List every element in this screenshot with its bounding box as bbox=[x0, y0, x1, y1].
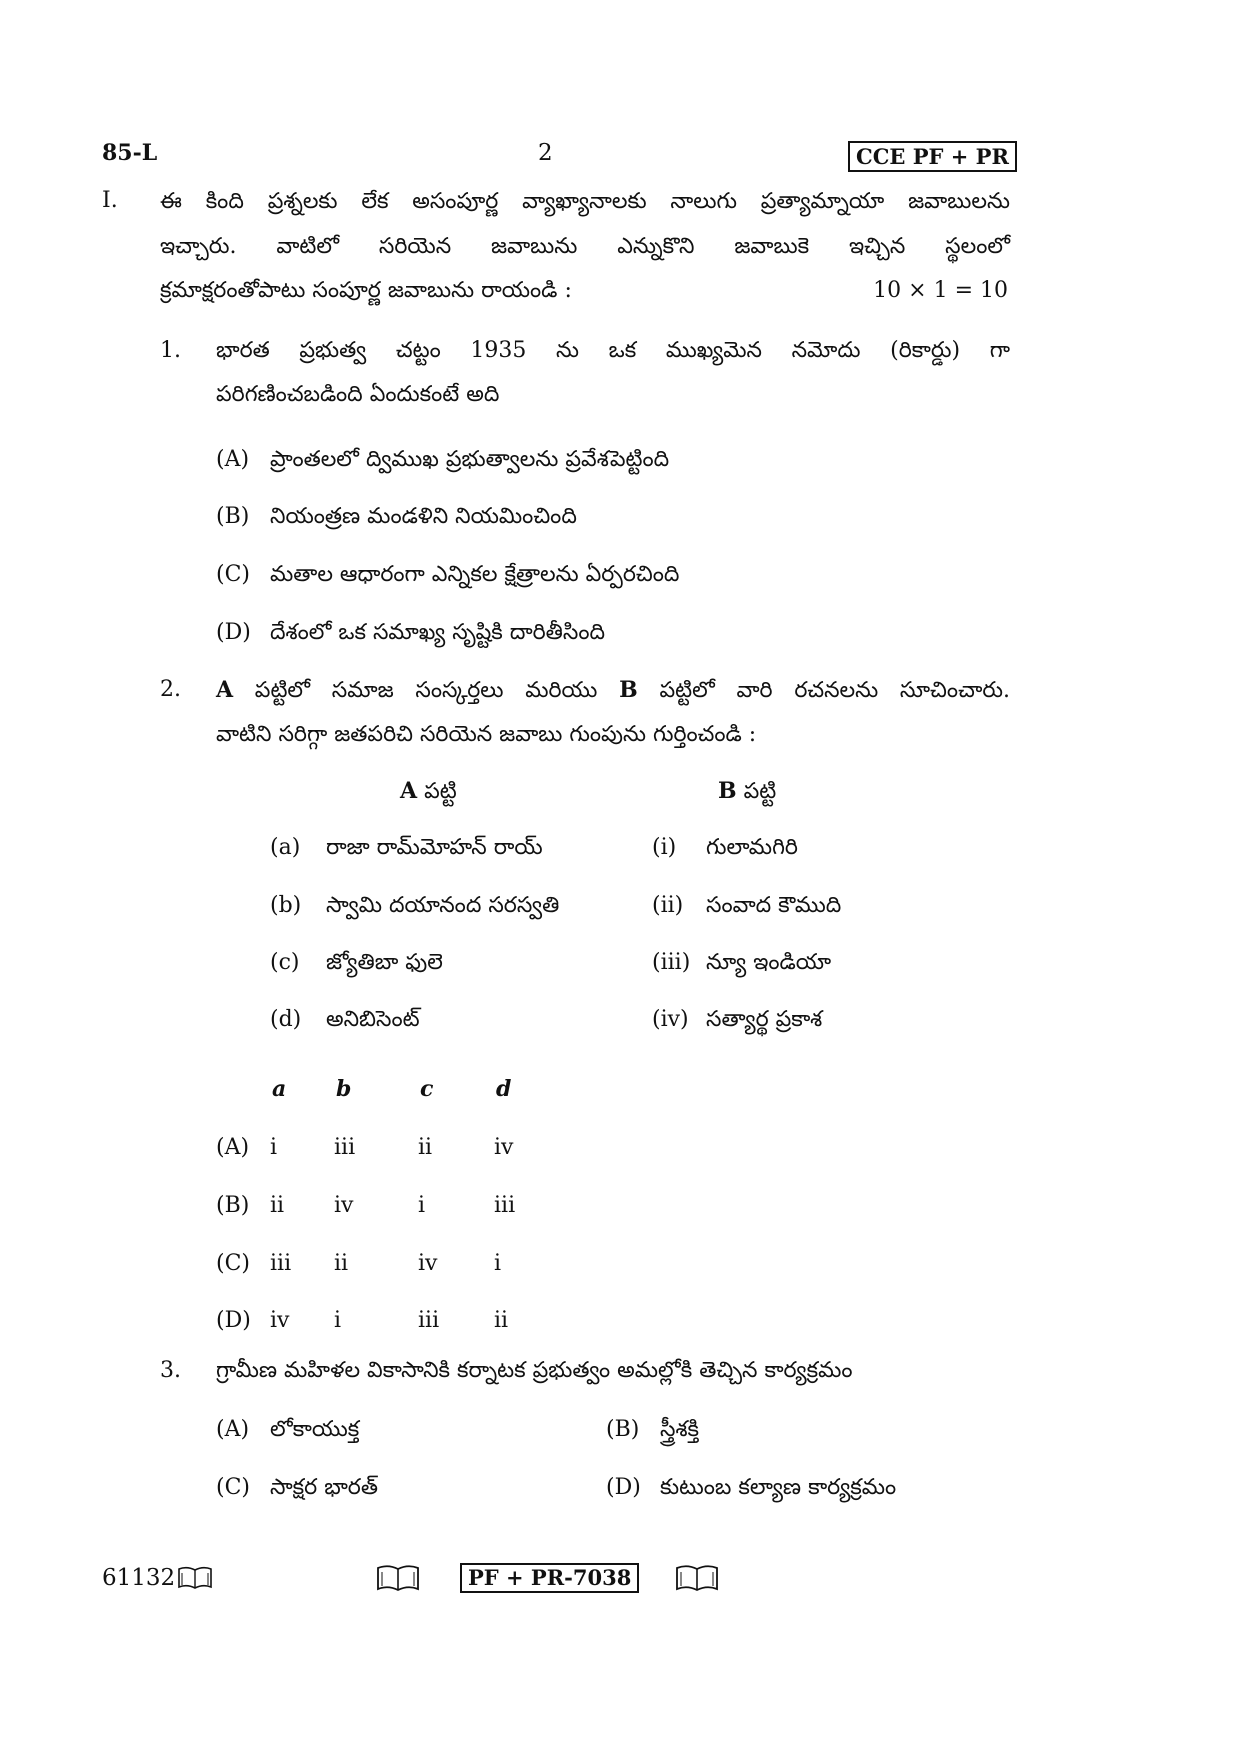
marks-allocation: 10 × 1 = 10 bbox=[873, 278, 1008, 303]
pair-a-label: (d) bbox=[270, 1007, 302, 1032]
question-2-number: 2. bbox=[160, 677, 181, 702]
column-b-letter: B bbox=[718, 778, 737, 804]
q1-option-label: (B) bbox=[216, 504, 250, 529]
code-value: iii bbox=[418, 1308, 440, 1333]
column-a-ref: A bbox=[216, 677, 234, 703]
pair-b-text: సంవాద కౌముది bbox=[706, 893, 842, 918]
code-value: iv bbox=[270, 1308, 290, 1333]
page-number: 2 bbox=[538, 140, 553, 166]
question-1-line-2: పరిగణించబడింది ఏందుకంటే అది bbox=[216, 382, 500, 407]
code-head-c: c bbox=[420, 1076, 434, 1102]
q3-option-label: (B) bbox=[606, 1417, 640, 1442]
pair-b-label: (iv) bbox=[652, 1007, 689, 1032]
column-a-letter: A bbox=[400, 778, 418, 804]
pair-a-text: స్వామి దయానంద సరస్వతి bbox=[326, 893, 560, 918]
code-value: i bbox=[334, 1308, 342, 1333]
footer-code-number: 61132 bbox=[102, 1565, 176, 1591]
paper-code: 85-L bbox=[102, 140, 158, 166]
q1-option-text: మతాల ఆధారంగా ఎన్నికల క్షేత్రాలను ఏర్పరచింది bbox=[270, 562, 680, 587]
question-3-text: గ్రామీణ మహిళల వికాసానికి కర్నాటక ప్రభుత్వం అమల్లోకి తెచ్చిన కార్యక్రమం bbox=[216, 1358, 853, 1383]
q3-option-text: స్త్రీశక్తి bbox=[660, 1417, 700, 1442]
column-a-heading bbox=[400, 777, 457, 806]
pair-a-label: (b) bbox=[270, 893, 302, 918]
pair-b-text: గులామగిరి bbox=[706, 835, 798, 860]
code-value: i bbox=[494, 1251, 502, 1276]
book-icon bbox=[675, 1563, 719, 1593]
q3-option-text: సాక్షర భారత్ bbox=[270, 1475, 378, 1500]
q3-option-label: (D) bbox=[606, 1475, 641, 1500]
q1-option-text: ప్రాంతలలో ద్విముఖ ప్రభుత్వాలను ప్రవేశపెట్టింది bbox=[270, 447, 670, 472]
column-a-word: పట్టి bbox=[417, 779, 457, 804]
section-number: I. bbox=[102, 188, 118, 213]
code-value: iv bbox=[418, 1251, 438, 1276]
q1-option-text: నియంత్రణ మండళిని నియమించింది bbox=[270, 504, 577, 529]
code-option-label: (B) bbox=[216, 1193, 250, 1218]
question-2-text-end: పట్టిలో వారి రచనలను సూచించారు. bbox=[637, 678, 1010, 703]
instruction-line-1: ఈ కింది ప్రశ్నలకు లేక అసంపూర్ణ వ్యాఖ్యానాలకు నాలుగు ప్రత్యామ్నాయా జవాబులను bbox=[160, 189, 1010, 214]
column-b-heading bbox=[718, 777, 776, 806]
question-2-line-2: వాటిని సరిగ్గా జతపరిచి సరియెన జవాబు గుంపును గుర్తించండి : bbox=[216, 722, 757, 747]
code-head-b: b bbox=[336, 1076, 352, 1102]
code-value: ii bbox=[418, 1135, 433, 1160]
code-head-d: d bbox=[496, 1076, 512, 1102]
book-icon bbox=[376, 1563, 420, 1593]
code-value: i bbox=[270, 1135, 278, 1160]
q1-option-text: దేశంలో ఒక సమాఖ్య సృష్టికి దారితీసింది bbox=[270, 620, 606, 645]
paper-title-box: CCE PF + PR bbox=[848, 141, 1017, 172]
pair-b-text: సత్యార్థ ప్రకాశ bbox=[706, 1007, 823, 1032]
q1-option-label: (A) bbox=[216, 447, 250, 472]
code-head-a: a bbox=[272, 1076, 287, 1102]
question-1-line-1: భారత ప్రభుత్వ చట్టం 1935 ను ఒక ముఖ్యమెన నమోదు (రికార్డు) గా bbox=[216, 338, 1010, 363]
code-value: iii bbox=[270, 1251, 292, 1276]
pair-a-text: రాజా రామ్‌మోహన్ రాయ్ bbox=[326, 835, 543, 860]
question-3-number: 3. bbox=[160, 1358, 181, 1383]
question-1-number: 1. bbox=[160, 338, 181, 363]
code-value: iv bbox=[334, 1193, 354, 1218]
instruction-line-2: ఇచ్చారు. వాటిలో సరియెన జవాబును ఎన్నుకొని జవాబుకె ఇచ్చిన స్థలంలో bbox=[160, 234, 1010, 259]
code-option-label: (A) bbox=[216, 1135, 250, 1160]
pair-b-label: (ii) bbox=[652, 893, 684, 918]
q3-option-label: (C) bbox=[216, 1475, 250, 1500]
book-icon bbox=[177, 1565, 213, 1591]
q3-option-text: లోకాయుక్త bbox=[270, 1417, 360, 1442]
column-b-ref: B bbox=[619, 677, 638, 703]
pair-b-label: (i) bbox=[652, 835, 677, 860]
instruction-line-3: క్రమాక్షరంతోపాటు సంపూర్ణ జవాబును రాయండి : bbox=[160, 278, 572, 303]
q1-option-label: (C) bbox=[216, 562, 250, 587]
pair-b-label: (iii) bbox=[652, 950, 691, 975]
q1-option-label: (D) bbox=[216, 620, 251, 645]
code-option-label: (D) bbox=[216, 1308, 251, 1333]
footer-code-box: PF + PR-7038 bbox=[460, 1563, 639, 1593]
pair-a-text: అనిబిసెంట్ bbox=[326, 1007, 420, 1032]
code-value: ii bbox=[334, 1251, 349, 1276]
question-2-text-mid: పట్టిలో సమాజ సంస్కర్తలు మరియు bbox=[233, 678, 620, 703]
column-b-word: పట్టి bbox=[736, 779, 777, 804]
q3-option-text: కుటుంబ కల్యాణ కార్యక్రమం bbox=[660, 1475, 897, 1500]
code-value: ii bbox=[270, 1193, 285, 1218]
code-value: i bbox=[418, 1193, 426, 1218]
pair-a-text: జ్యోతిబా ఫులె bbox=[326, 950, 443, 975]
code-value: ii bbox=[494, 1308, 509, 1333]
pair-b-text: న్యూ ఇండియా bbox=[706, 950, 832, 975]
pair-a-label: (a) bbox=[270, 835, 301, 860]
question-2-line-1 bbox=[216, 676, 1010, 705]
q3-option-label: (A) bbox=[216, 1417, 250, 1442]
code-value: iv bbox=[494, 1135, 514, 1160]
code-value: iii bbox=[494, 1193, 516, 1218]
pair-a-label: (c) bbox=[270, 950, 300, 975]
footer-code bbox=[102, 1565, 213, 1591]
code-option-label: (C) bbox=[216, 1251, 250, 1276]
code-value: iii bbox=[334, 1135, 356, 1160]
